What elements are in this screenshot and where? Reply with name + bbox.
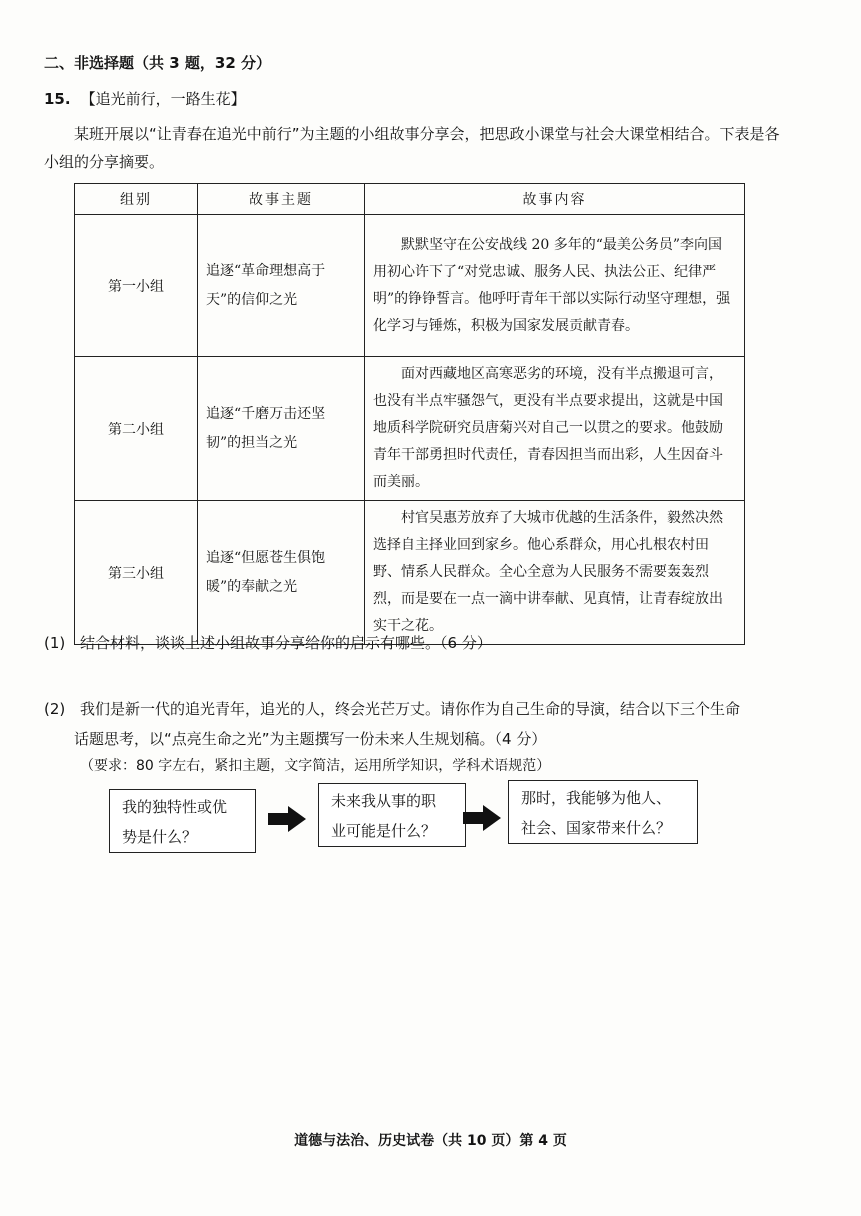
right-arrow-icon <box>463 805 501 831</box>
subquestion-2-text-line2: 话题思考，以“点亮生命之光”为主题撰写一份未来人生规划稿。（4 分） <box>74 730 547 748</box>
flow-box-career <box>318 783 466 847</box>
row-theme: 追逐“革命理想高于天”的信仰之光 <box>198 215 365 357</box>
flow-box-career-line2: 业可能是什么？ <box>331 822 437 840</box>
page-footer: 道德与法治、历史试卷（共 10 页）第 4 页 <box>294 1133 567 1149</box>
row-content: 村官吴惠芳放弃了大城市优越的生活条件，毅然决然选择自主择业回到家乡。他心系群众，用心扎根农村田野、情系人民群众。全心全意为人民服务不需要轰轰烈烈，而是要在一点一滴中讲奉献、见真情，让青春绽放出实干之花。 <box>365 501 745 645</box>
table-row <box>75 501 745 645</box>
row-theme: 追逐“但愿苍生俱饱暖”的奉献之光 <box>198 501 365 645</box>
answer-requirement: （要求：80 字左右，紧扣主题，文字简洁，运用所学知识，学科术语规范） <box>80 758 551 774</box>
table-row <box>75 215 745 357</box>
subquestion-1-label: (1) <box>44 634 66 652</box>
header-group: 组别 <box>75 184 198 215</box>
flow-box-career-line1: 未来我从事的职 <box>331 792 437 810</box>
story-summary-table <box>74 183 745 645</box>
subquestion-2-text-line1: 我们是新一代的追光青年，追光的人，终会光芒万丈。请你作为自己生命的导演，结合以下三个生命 <box>80 700 741 718</box>
row-group: 第二小组 <box>75 357 198 501</box>
table-header-row <box>75 184 745 215</box>
header-content: 故事内容 <box>365 184 745 215</box>
question-topic: 【追光前行，一路生花】 <box>80 90 246 108</box>
row-content: 默默坚守在公安战线 20 多年的“最美公务员”李向国用初心许下了“对党忠诚、服务人民、执法公正、纪律严明”的铮铮誓言。他呼吁青年干部以实际行动坚守理想，强化学习与锤炼，积极为国家发展贡献青春。 <box>365 215 745 357</box>
row-group: 第一小组 <box>75 215 198 357</box>
subquestion-2-label: (2) <box>44 700 66 718</box>
flow-box-strengths-line2: 势是什么？ <box>122 828 198 846</box>
right-arrow-icon <box>268 806 306 832</box>
row-content: 面对西藏地区高寒恶劣的环境，没有半点搬退可言，也没有半点牢骚怨气，更没有半点要求提出，这就是中国地质科学院研究员唐菊兴对自己一以贯之的要求。他鼓励青年干部勇担时代责任，青春因担当而出彩，人生因奋斗而美丽。 <box>365 357 745 501</box>
header-theme: 故事主题 <box>198 184 365 215</box>
flow-box-contribution-line1: 那时，我能够为他人、 <box>521 789 672 807</box>
flow-box-strengths-line1: 我的独特性或优 <box>122 798 228 816</box>
flow-box-strengths <box>109 789 256 853</box>
question-header <box>44 88 246 109</box>
question-intro: 某班开展以“让青春在追光中前行”为主题的小组故事分享会，把思政小课堂与社会大课堂相结合。下表是各小组的分享摘要。 <box>44 125 780 171</box>
flow-box-contribution-line2: 社会、国家带来什么？ <box>521 819 672 837</box>
subquestion-2 <box>44 694 784 754</box>
row-theme: 追逐“千磨万击还坚韧”的担当之光 <box>198 357 365 501</box>
table-row <box>75 357 745 501</box>
row-group: 第三小组 <box>75 501 198 645</box>
subquestion-1 <box>44 632 492 653</box>
subquestion-1-text: 结合材料，谈谈上述小组故事分享给你的启示有哪些。（6 分） <box>80 634 492 652</box>
flow-box-contribution <box>508 780 698 844</box>
section-title: 二、非选择题（共 3 题，32 分） <box>44 54 271 72</box>
question-number: 15. <box>44 90 71 108</box>
